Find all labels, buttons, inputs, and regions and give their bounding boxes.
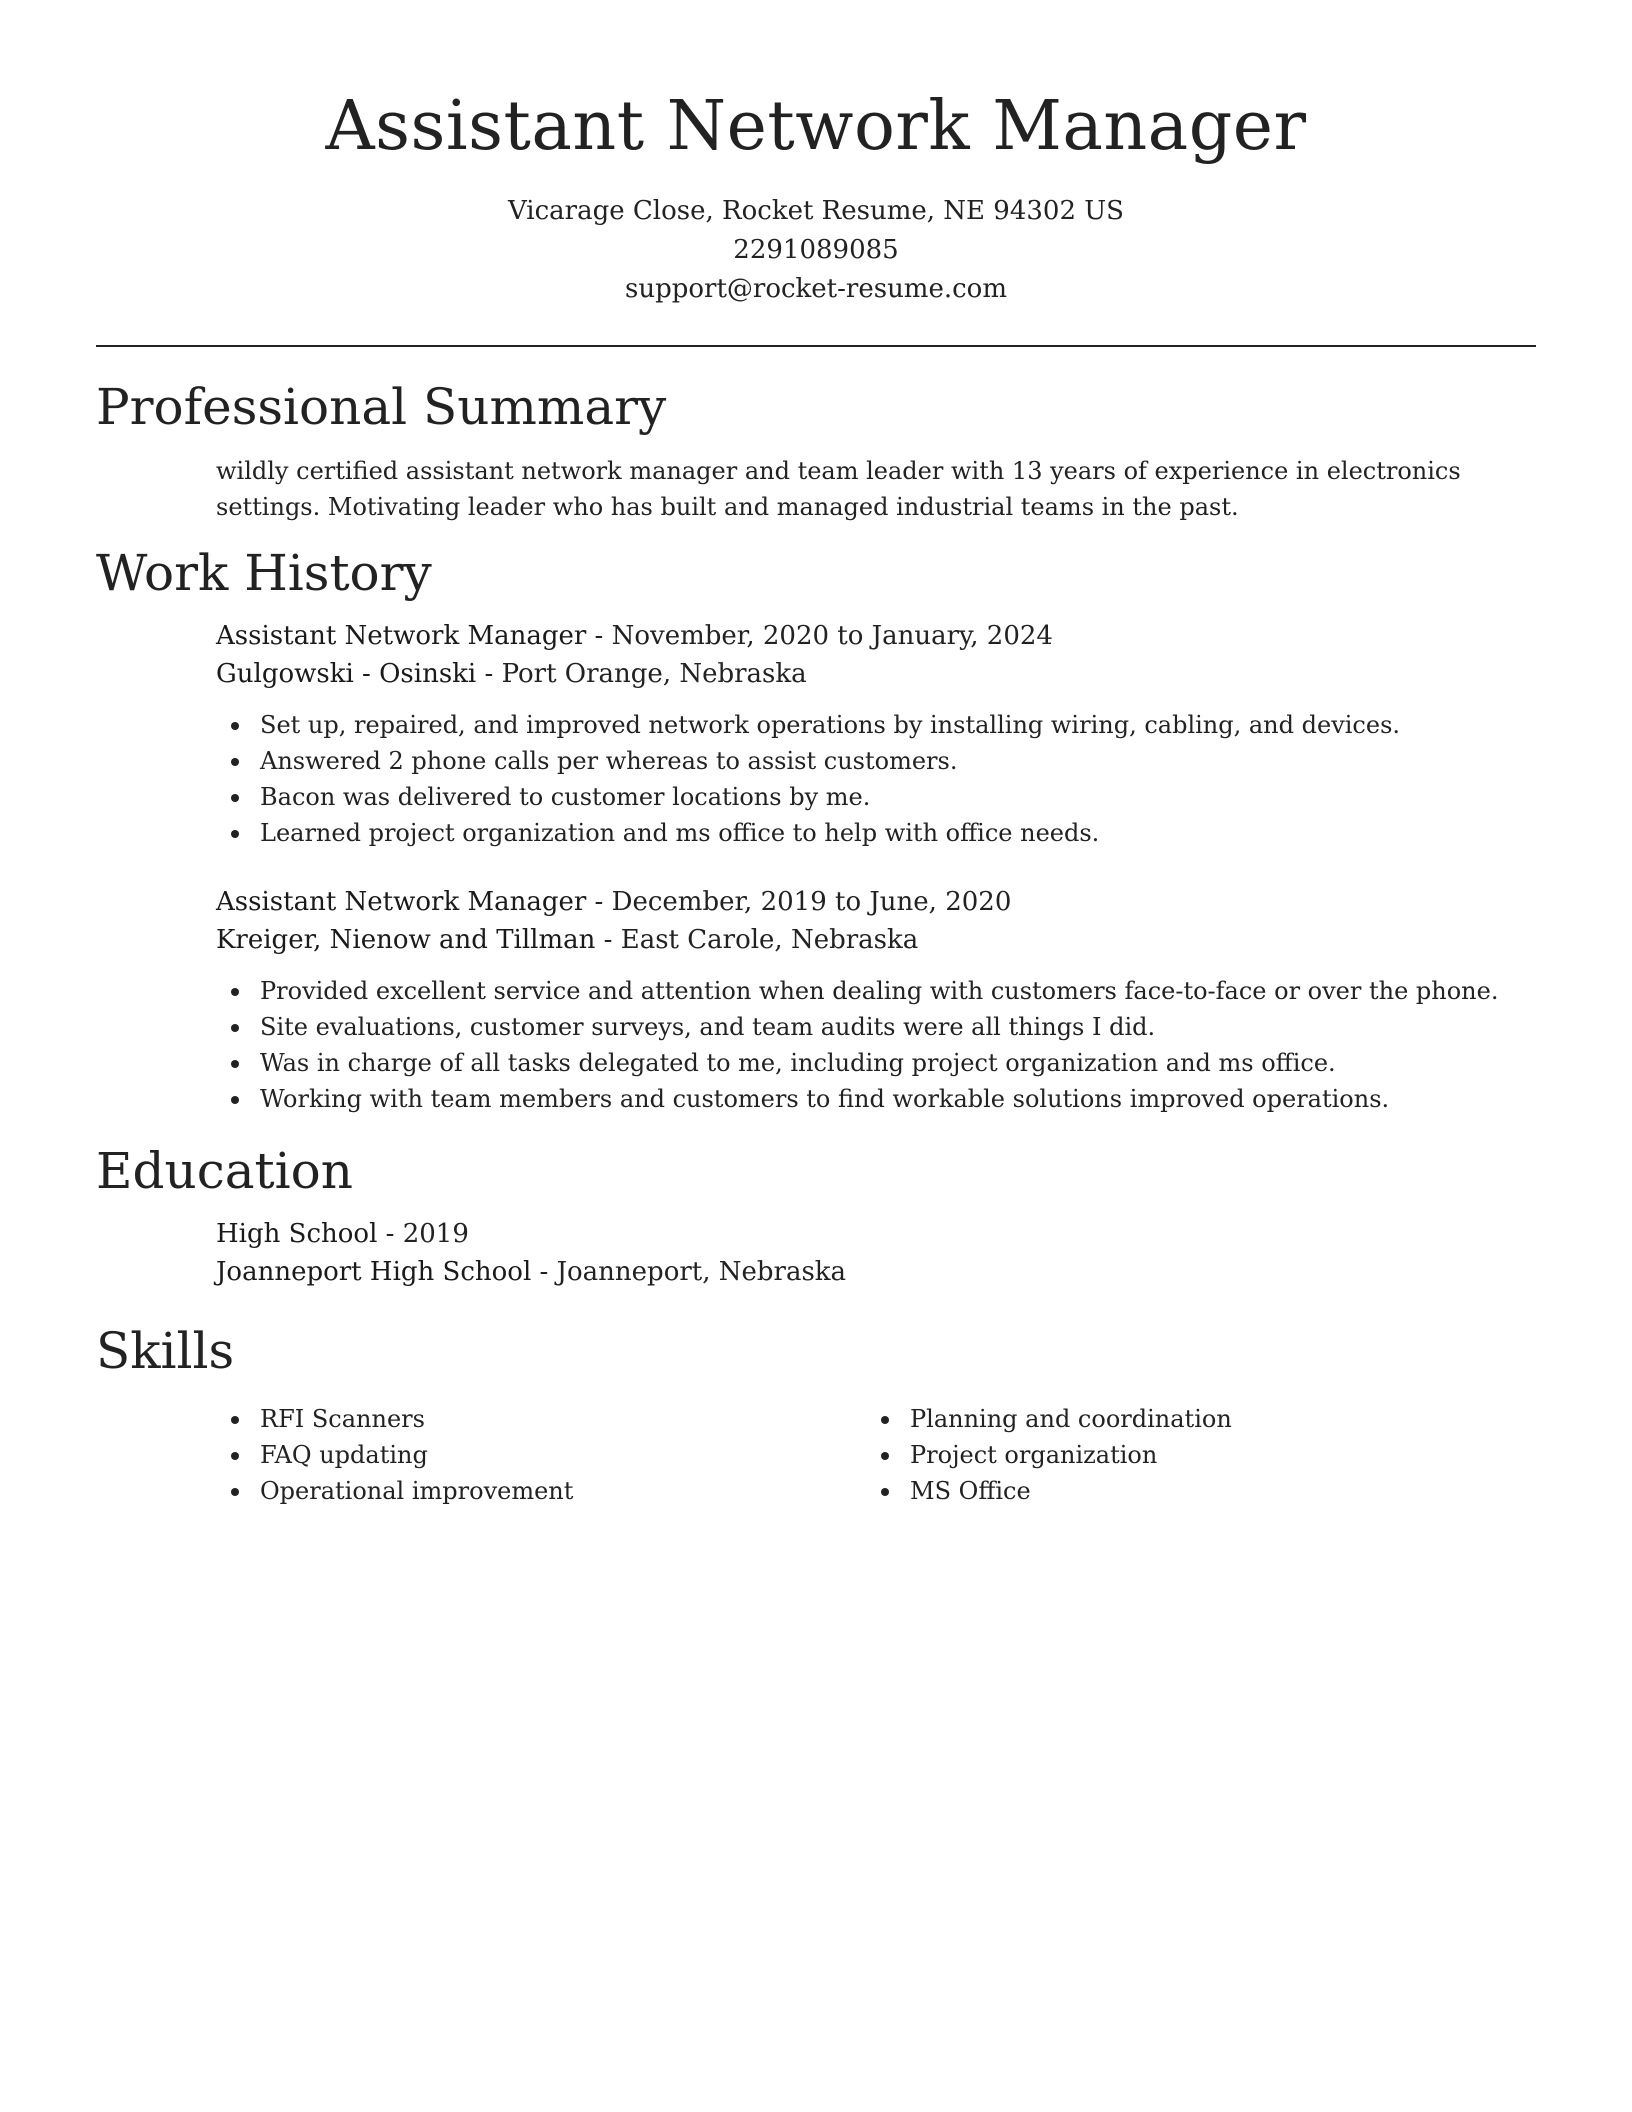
section-title-education: Education [96, 1142, 353, 1200]
education-section [96, 1139, 1536, 1291]
education-entry [216, 1215, 1536, 1291]
skills-section [96, 1319, 1536, 1509]
school-line [216, 1253, 1536, 1291]
list-item: Answered 2 phone calls per whereas to assist customers. [216, 743, 1536, 779]
section-title-summary: Professional Summary [96, 378, 667, 436]
degree-line [216, 1215, 1536, 1253]
job-role: Assistant Network Manager [216, 621, 587, 651]
list-item: Site evaluations, customer surveys, and team audits were all things I did. [216, 1009, 1536, 1045]
job-duties-list [216, 973, 1536, 1117]
degree-name: High School [216, 1219, 378, 1249]
company-location: - Port Orange, Nebraska [476, 659, 807, 689]
company-name: Gulgowski - Osinski [216, 659, 477, 689]
summary-text: wildly certified assistant network manager and team leader with 13 years of experience in electronics settings. Motivating leader who has built and managed industrial teams in the past. [216, 457, 1461, 521]
job-entry [216, 883, 1536, 1117]
job-dates: - November, 2020 to January, 2024 [586, 621, 1053, 651]
list-item: Provided excellent service and attention when dealing with customers face-to-face or over the phone. [216, 973, 1536, 1009]
list-item: Project organization [866, 1437, 1516, 1473]
list-item: Operational improvement [216, 1473, 866, 1509]
company-line [216, 655, 1536, 693]
resume-page [96, 0, 1536, 1509]
job-entry [216, 617, 1536, 851]
job-title-line [216, 617, 1536, 655]
skills-column-left [216, 1401, 866, 1509]
header-divider [96, 345, 1536, 347]
list-item: FAQ updating [216, 1437, 866, 1473]
school-name: Joanneport High School [216, 1257, 532, 1287]
skills-column-right [866, 1401, 1516, 1509]
company-line [216, 921, 1536, 959]
list-item: MS Office [866, 1473, 1516, 1509]
graduation-year: - 2019 [377, 1219, 469, 1249]
skills-list [866, 1401, 1516, 1509]
work-history-section [96, 541, 1536, 1117]
school-location: - Joanneport, Nebraska [531, 1257, 847, 1287]
summary-section [96, 375, 1536, 525]
list-item: Was in charge of all tasks delegated to me, including project organization and ms office. [216, 1045, 1536, 1081]
list-item: Planning and coordination [866, 1401, 1516, 1437]
list-item: Set up, repaired, and improved network operations by installing wiring, cabling, and devices. [216, 707, 1536, 743]
list-item: Working with team members and customers to find workable solutions improved operations. [216, 1081, 1536, 1117]
company-name: Kreiger, Nienow and Tillman [216, 925, 596, 955]
resume-header [96, 0, 1536, 309]
email-address: support@rocket-resume.com [624, 274, 1007, 304]
contact-block [96, 192, 1536, 309]
skills-grid [216, 1401, 1536, 1509]
job-title-line [216, 883, 1536, 921]
job-duties-list [216, 707, 1536, 851]
skills-list [216, 1401, 866, 1509]
phone-number: 2291089085 [733, 235, 899, 265]
list-item: RFI Scanners [216, 1401, 866, 1437]
list-item: Bacon was delivered to customer locations by me. [216, 779, 1536, 815]
company-location: - East Carole, Nebraska [595, 925, 919, 955]
candidate-name: Assistant Network Manager [325, 87, 1307, 166]
section-title-skills: Skills [96, 1322, 235, 1380]
list-item: Learned project organization and ms office to help with office needs. [216, 815, 1536, 851]
job-role: Assistant Network Manager [216, 887, 587, 917]
address-line: Vicarage Close, Rocket Resume, NE 94302 US [507, 196, 1124, 226]
job-dates: - December, 2019 to June, 2020 [586, 887, 1012, 917]
section-title-work-history: Work History [96, 544, 432, 602]
